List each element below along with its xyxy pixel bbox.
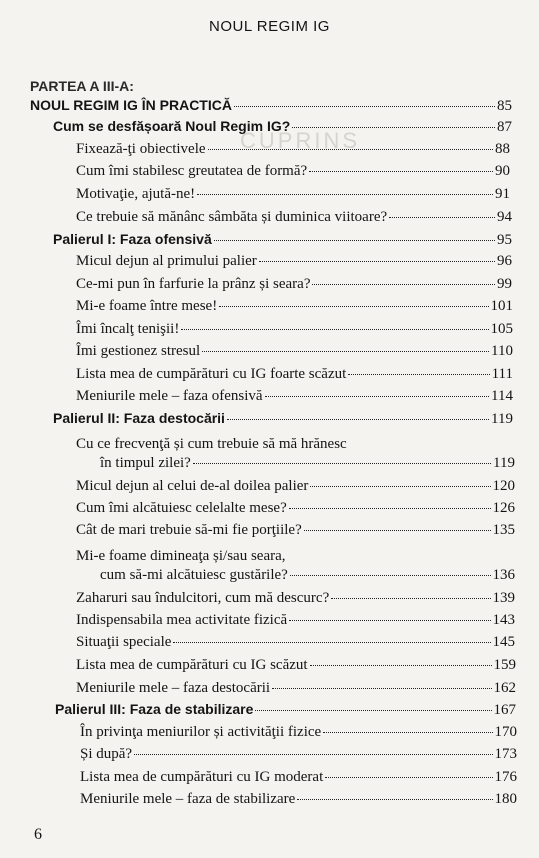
dot-leader: [214, 239, 495, 241]
toc-page-number: 96: [497, 253, 512, 269]
toc-entry: [76, 343, 513, 360]
toc-page-number: 135: [492, 522, 515, 538]
toc-entry-title: Indispensabila mea activitate fizică: [76, 612, 288, 628]
toc-entry-title: Zaharuri sau îndulcitori, cum mă descurc?: [76, 590, 330, 606]
dot-leader: [227, 418, 489, 420]
part-label: PARTEA A III-A:: [30, 78, 134, 94]
dot-leader: [331, 597, 490, 599]
toc-entry: [76, 522, 515, 539]
dot-leader: [309, 170, 493, 172]
toc-page-number: 85: [497, 98, 512, 114]
toc-entry: [100, 455, 515, 472]
dot-leader: [290, 574, 491, 576]
toc-page-number: 87: [497, 119, 512, 135]
toc-entry-title: Meniurile mele – faza ofensivă: [76, 388, 263, 404]
toc-entry-title: Cum îmi alcătuiesc celelalte mese?: [76, 500, 287, 516]
toc-page-number: 145: [492, 634, 515, 650]
toc-entry-title: Lista mea de cumpărături cu IG foarte scăzut: [76, 366, 347, 382]
toc-page-number: 176: [494, 769, 517, 785]
toc-entry: [76, 276, 512, 293]
dot-leader: [304, 529, 491, 531]
toc-entry: [80, 769, 517, 786]
toc-entry: [76, 612, 515, 629]
toc-entry-title: Motivaţie, ajută-ne!: [76, 186, 196, 202]
dot-leader: [219, 305, 488, 307]
toc-entry: [80, 791, 517, 808]
toc-entry-title: Meniurile mele – faza destocării: [76, 680, 271, 696]
dot-leader: [297, 798, 492, 800]
dot-leader: [197, 193, 493, 195]
toc-page-number: 119: [493, 455, 515, 471]
toc-page-number: 119: [491, 411, 513, 427]
toc-page-number: 111: [491, 366, 513, 382]
dot-leader: [348, 373, 489, 375]
toc-entry-title: cum să-mi alcătuiesc gustările?: [100, 567, 288, 583]
toc-entry-title: Fixează-ţi obiectivele: [76, 141, 206, 157]
dot-leader: [289, 619, 490, 621]
toc-entry: [76, 590, 515, 607]
toc-page-number: 173: [494, 746, 517, 762]
toc-entry: [76, 634, 515, 651]
toc-page-number: 99: [497, 276, 512, 292]
dot-leader: [134, 753, 492, 755]
toc-entry: [76, 186, 510, 203]
toc-entry: [76, 298, 513, 315]
toc-entry-title: Cum se desfășoară Noul Regim IG?: [53, 118, 291, 134]
toc-entry-title-line1: Cu ce frecvenţă și cum trebuie să mă hrănesc: [76, 436, 347, 452]
toc-page-number: 94: [497, 209, 512, 225]
dot-leader: [265, 395, 489, 397]
toc-entry-title: NOUL REGIM IG ÎN PRACTICĂ: [30, 97, 232, 113]
toc-page-number: 159: [493, 657, 516, 673]
toc-page-number: 120: [492, 478, 515, 494]
toc-entry-title: Ce trebuie să mănânc sâmbăta și duminica viitoare?: [76, 209, 388, 225]
toc-entry-title: Lista mea de cumpărături cu IG scăzut: [76, 657, 308, 673]
toc-page-number: 110: [491, 343, 513, 359]
toc-entry-title: Și după?: [80, 746, 133, 762]
dot-leader: [208, 148, 493, 150]
toc-entry-title: Situaţii speciale: [76, 634, 172, 650]
toc-entry: [76, 500, 515, 517]
toc-page-number: 126: [492, 500, 515, 516]
toc-entry-title: Meniurile mele – faza de stabilizare: [80, 791, 296, 807]
running-header: NOUL REGIM IG: [209, 18, 330, 35]
bleed-through-text: CUPRINS: [240, 128, 361, 153]
dot-leader: [312, 283, 495, 285]
dot-leader: [389, 216, 495, 218]
toc-entry-title: Cum îmi stabilesc greutatea de formă?: [76, 163, 308, 179]
dot-leader: [323, 731, 492, 733]
toc-entry-title: Micul dejun al primului palier: [76, 253, 257, 269]
toc-entry-title: Mi-e foame între mese!: [76, 298, 218, 314]
toc-entry-title: Palierul III: Faza de stabilizare: [55, 701, 254, 717]
toc-entry-title: Palierul II: Faza destocării: [53, 410, 225, 426]
toc-entry: [76, 366, 513, 383]
toc-page-number: 162: [493, 680, 516, 696]
toc-entry-title-line1: Mi-e foame dimineaţa și/sau seara,: [76, 548, 286, 564]
toc-page-number: 88: [495, 141, 510, 157]
toc-entry: [76, 141, 510, 158]
toc-entry: [76, 163, 510, 180]
toc-entry-title: Îmi gestionez stresul: [76, 343, 201, 359]
dot-leader: [181, 328, 488, 330]
toc-entry: [100, 567, 515, 584]
toc-entry: [76, 321, 513, 338]
toc-entry-title: Micul dejun al celui de-al doilea palier: [76, 478, 309, 494]
dot-leader: [193, 462, 491, 464]
page-number: 6: [34, 826, 42, 843]
toc-page-number: 90: [495, 163, 510, 179]
toc-entry-title: Cât de mari trebuie să-mi fie porţiile?: [76, 522, 302, 538]
toc-page-number: 167: [493, 702, 516, 718]
toc-page-number: 91: [495, 186, 510, 202]
toc-section-heading: [30, 97, 512, 115]
dot-leader: [310, 664, 492, 666]
toc-page-number: 136: [492, 567, 515, 583]
toc-entry: [80, 746, 517, 763]
toc-page-number: 170: [494, 724, 517, 740]
toc-entry: [76, 680, 516, 697]
dot-leader: [255, 709, 491, 711]
toc-entry: [76, 388, 513, 405]
toc-entry-title: în timpul zilei?: [100, 455, 191, 471]
dot-leader: [202, 350, 489, 352]
toc-page-number: 105: [490, 321, 513, 337]
dot-leader: [310, 485, 490, 487]
toc-section-heading: [53, 231, 512, 249]
toc-page-number: 143: [492, 612, 515, 628]
dot-leader: [234, 105, 495, 107]
toc-entry-title: Lista mea de cumpărături cu IG moderat: [80, 769, 324, 785]
toc-entry: [76, 209, 512, 226]
toc-entry-title: În privinţa meniurilor și activităţii fizice: [80, 724, 322, 740]
toc-page-number: 139: [492, 590, 515, 606]
dot-leader: [173, 641, 490, 643]
toc-entry-title: Ce-mi pun în farfurie la prânz și seara?: [76, 276, 311, 292]
toc-page-number: 180: [494, 791, 517, 807]
dot-leader: [325, 776, 492, 778]
toc-entry: [76, 253, 512, 270]
dot-leader: [289, 507, 491, 509]
dot-leader: [292, 126, 495, 128]
toc-section-heading: [55, 701, 516, 719]
toc-page-number: 95: [497, 232, 512, 248]
toc-entry-title: Îmi încalţ tenişii!: [76, 321, 180, 337]
toc-entry: [76, 657, 516, 674]
dot-leader: [272, 687, 491, 689]
toc-page-number: 101: [490, 298, 513, 314]
toc-page-number: 114: [491, 388, 513, 404]
toc-entry: [80, 724, 517, 741]
toc-section-heading: [53, 118, 512, 136]
toc-entry-title: Palierul I: Faza ofensivă: [53, 231, 212, 247]
toc-section-heading: [53, 410, 513, 428]
dot-leader: [259, 260, 495, 262]
toc-entry: [76, 478, 515, 495]
